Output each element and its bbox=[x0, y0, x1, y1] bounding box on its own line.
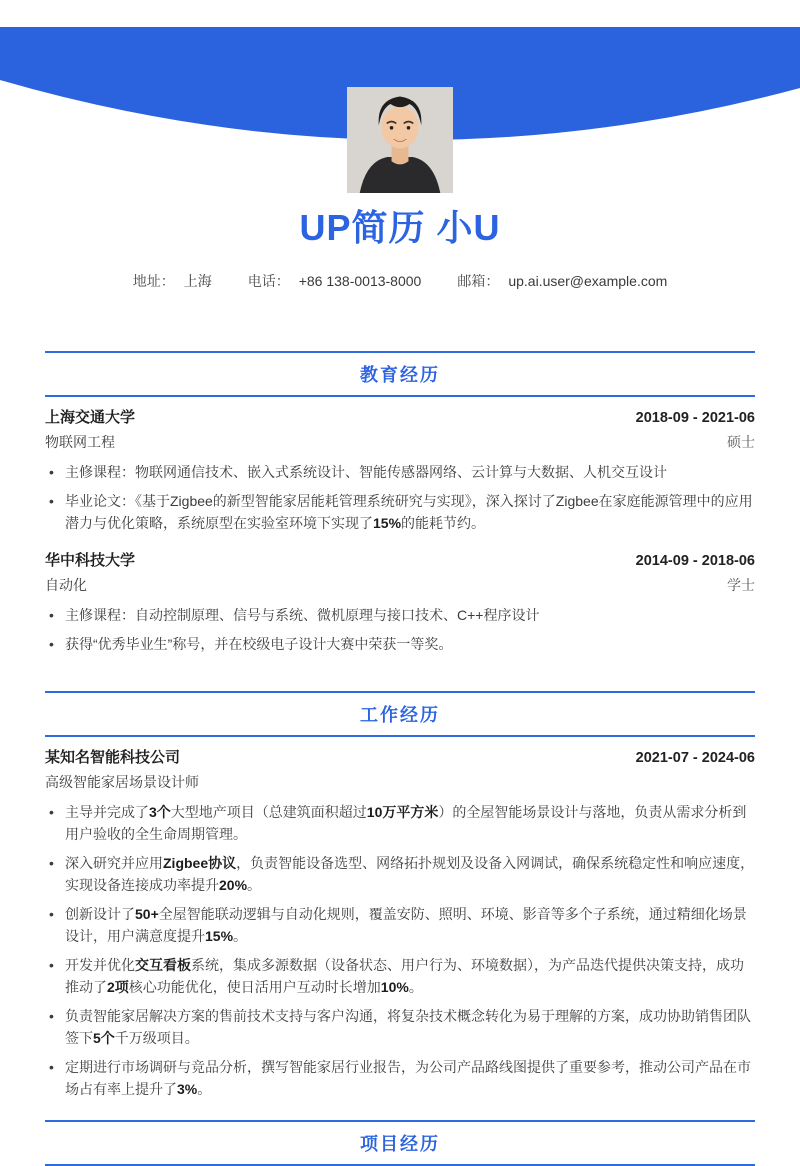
entry-subtitle-row bbox=[45, 432, 755, 452]
entry-name: 上海交通大学 bbox=[45, 409, 136, 426]
entry-bullets bbox=[45, 461, 755, 534]
bullet-item: • 定期进行市场调研与竞品分析，撰写智能家居行业报告，为公司产品路线图提供了重要参考，推动公司产品在市场占有率上提升了3%。 bbox=[45, 1056, 755, 1100]
entry-name: 某知名智能科技公司 bbox=[45, 749, 181, 766]
entry-subtitle: 物联网工程 bbox=[45, 434, 115, 450]
entry-subtitle: 自动化 bbox=[45, 577, 87, 593]
entry-degree: 学士 bbox=[727, 577, 755, 593]
resume-section bbox=[45, 351, 755, 655]
contact-phone bbox=[248, 271, 422, 291]
resume-name: UP简历 小U bbox=[299, 207, 501, 248]
entry-date: 2014-09 - 2018-06 bbox=[635, 553, 755, 569]
entry bbox=[45, 406, 755, 534]
contact-address bbox=[133, 271, 212, 291]
phone-value: +86 138-0013-8000 bbox=[298, 273, 422, 289]
section-title: 教育经历 bbox=[360, 365, 440, 385]
entry-bullets bbox=[45, 801, 755, 1100]
bullet-item: • 主导并完成了3个大型地产项目（总建筑面积超过10万平方米）的全屋智能场景设计与落地，负责从需求分析到用户验收的全生命周期管理。 bbox=[45, 801, 755, 845]
entry-title-row bbox=[45, 406, 755, 427]
bullet-item: • 深入研究并应用Zigbee协议，负责智能设备选型、网络拓扑规划及设备入网调试，确保系统稳定性和响应速度，实现设备连接成功率提升20%。 bbox=[45, 852, 755, 896]
section-title: 项目经历 bbox=[360, 1134, 440, 1154]
bullet-item: • 毕业论文：《基于Zigbee的新型智能家居能耗管理系统研究与实现》，深入探讨了Zigbee在家庭能源管理中的应用潜力与优化策略，系统原型在实验室环境下实现了15%的能耗节约。 bbox=[45, 490, 755, 534]
entry-subtitle-row bbox=[45, 772, 755, 792]
section-title: 工作经历 bbox=[360, 705, 440, 725]
bullet-item: • 开发并优化交互看板系统，集成多源数据（设备状态、用户行为、环境数据），为产品迭代提供决策支持，成功推动了2项核心功能优化，使日活用户互动时长增加10%。 bbox=[45, 954, 755, 998]
bullet-item: • 负责智能家居解决方案的售前技术支持与客户沟通，将复杂技术概念转化为易于理解的方案，成功协助销售团队签下5个千万级项目。 bbox=[45, 1005, 755, 1049]
entry-title-row bbox=[45, 549, 755, 570]
section-entries bbox=[45, 406, 755, 655]
bullet-item: • 主修课程：自动控制原理、信号与系统、微机原理与接口技术、C++程序设计 bbox=[45, 604, 755, 626]
section-header bbox=[45, 1120, 755, 1166]
section-entries bbox=[45, 746, 755, 1100]
bullet-item: • 主修课程：物联网通信技术、嵌入式系统设计、智能传感器网络、云计算与大数据、人机交互设计 bbox=[45, 461, 755, 483]
entry-date: 2021-07 - 2024-06 bbox=[635, 750, 755, 766]
phone-label: 电话： bbox=[247, 273, 290, 289]
entry-subtitle-row bbox=[45, 575, 755, 595]
entry-bullets bbox=[45, 604, 755, 655]
resume-body bbox=[0, 295, 800, 1166]
avatar bbox=[347, 87, 453, 193]
email-value: up.ai.user@example.com bbox=[508, 273, 668, 289]
contact-email bbox=[457, 271, 667, 291]
avatar-photo bbox=[347, 87, 453, 193]
email-label: 邮箱： bbox=[457, 273, 500, 289]
contact-row bbox=[0, 271, 800, 291]
bullet-item: • 创新设计了50+全屋智能联动逻辑与自动化规则，覆盖安防、照明、环境、影音等多个子系统，通过精细化场景设计，用户满意度提升15%。 bbox=[45, 903, 755, 947]
entry-subtitle: 高级智能家居场景设计师 bbox=[45, 774, 199, 790]
entry bbox=[45, 549, 755, 655]
bullet-item: • 获得“优秀毕业生”称号，并在校级电子设计大赛中荣获一等奖。 bbox=[45, 633, 755, 655]
entry-name: 华中科技大学 bbox=[45, 552, 136, 569]
address-label: 地址： bbox=[132, 273, 175, 289]
sections bbox=[45, 351, 755, 1166]
section-header bbox=[45, 691, 755, 737]
entry-date: 2018-09 - 2021-06 bbox=[635, 410, 755, 426]
resume-section bbox=[45, 1120, 755, 1166]
section-header bbox=[45, 351, 755, 397]
address-value: 上海 bbox=[183, 273, 212, 289]
resume-section bbox=[45, 691, 755, 1100]
entry bbox=[45, 746, 755, 1100]
entry-title-row bbox=[45, 746, 755, 767]
entry-degree: 硕士 bbox=[727, 434, 755, 450]
